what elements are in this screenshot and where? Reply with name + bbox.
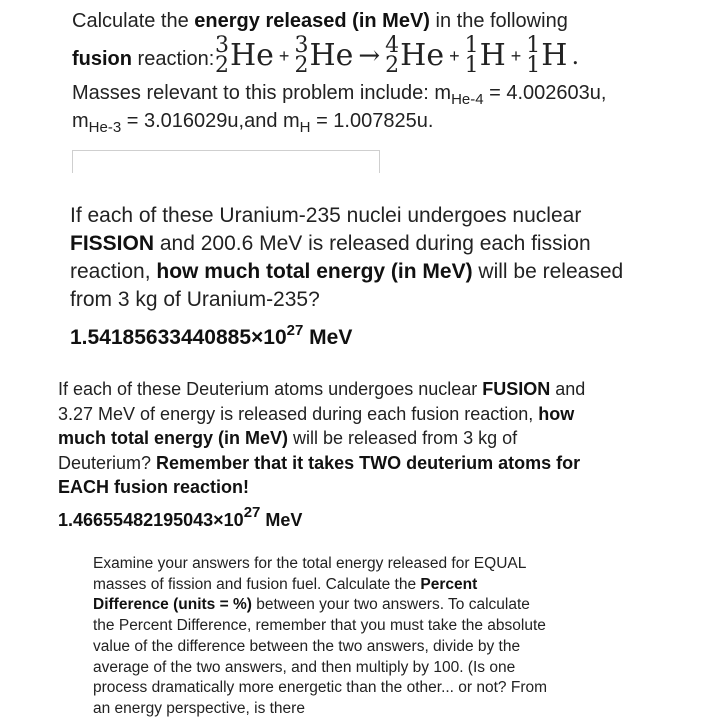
answer-unit: MeV — [260, 509, 303, 530]
q4-text: Examine your answers for the total energy released for EQUAL masses of fission and fusion fuel. Calculate the — [93, 555, 526, 593]
fusion-equation — [214, 32, 579, 80]
subscript: H — [299, 119, 311, 136]
atomic-number: 1 — [526, 53, 541, 78]
subscript: He-3 — [88, 119, 122, 136]
answer-mantissa: 1.46655482195043×10 — [58, 509, 244, 530]
element-symbol: H — [479, 38, 506, 73]
q1-text: m — [72, 110, 89, 132]
mass-number: 4 — [385, 33, 400, 58]
q1-text: = 1.007825u. — [310, 110, 434, 132]
nuclide-h1-b — [526, 33, 568, 78]
q3-text: If each of these Deuterium atoms undergoes nuclear — [58, 379, 483, 399]
q3-bold-reminder: Remember that it takes TWO deuterium atoms for EACH fusion reaction! — [58, 452, 581, 498]
q2-bold-text: how much total energy (in MeV) — [156, 260, 473, 283]
nuclide-he4 — [385, 33, 445, 78]
answer-input-box[interactable] — [72, 150, 380, 173]
subscript: He-4 — [451, 91, 484, 108]
answer-exponent: 27 — [243, 503, 261, 521]
q2-text: and 200.6 MeV is released during each fission reaction, — [70, 232, 591, 283]
atomic-number: 2 — [294, 53, 309, 78]
q1-bold-fusion: fusion — [72, 48, 132, 70]
q1-line2 — [72, 33, 712, 80]
question-percent-difference — [93, 554, 553, 720]
fission-answer — [70, 324, 650, 352]
q3-bold-text: how much total energy (in MeV) — [58, 403, 575, 449]
q1-bold-text: energy released (in MeV) — [194, 10, 430, 32]
plus-sign: + — [449, 46, 460, 66]
plus-sign: + — [510, 46, 522, 66]
q1-line4 — [72, 108, 712, 136]
q1-text: in the following — [429, 10, 568, 32]
q2-text: will be released from 3 kg of Uranium-235? — [70, 260, 624, 311]
mass-number: 1 — [526, 33, 541, 58]
element-symbol: He — [309, 38, 354, 73]
atomic-number: 1 — [464, 53, 479, 78]
mass-number: 3 — [215, 33, 229, 58]
plus-sign: + — [278, 46, 290, 66]
answer-mantissa: 1.54185633440885×10 — [70, 326, 287, 349]
atomic-number: 2 — [215, 53, 229, 78]
q3-bold-fusion: FUSION — [482, 379, 551, 399]
equation-period: . — [571, 42, 580, 70]
question-fusion-total-energy — [58, 377, 598, 533]
q1-text: = 4.002603u, — [483, 82, 607, 104]
element-symbol: H — [541, 38, 568, 73]
answer-exponent: 27 — [286, 322, 304, 339]
q1-line3 — [72, 80, 712, 108]
element-symbol: He — [230, 38, 274, 73]
q4-text: between your two answers. To calculate the Percent Difference, remember that you must take the absolute value of the difference between the two answers, divide by the average of the two answers, and then multiply by 100. (Is one process dramatically more energetic than the other... or not? From an energy perspective, is there — [93, 596, 548, 717]
nuclide-he3-b — [294, 33, 354, 78]
q4-bold-text: Percent Difference (units = %) — [93, 575, 478, 614]
q2-text: If each of these Uranium-235 nuclei undergoes nuclear — [70, 204, 582, 227]
nuclide-he3-a — [215, 33, 274, 78]
mass-number: 3 — [294, 33, 309, 58]
fusion-answer — [58, 503, 598, 533]
q2-bold-fission: FISSION — [70, 232, 155, 255]
answer-unit: MeV — [303, 326, 353, 349]
element-symbol: He — [400, 38, 445, 73]
mass-number: 1 — [464, 33, 479, 58]
question-fusion-energy — [72, 8, 712, 136]
atomic-number: 2 — [385, 53, 400, 78]
q1-text: Masses relevant to this problem include: m — [72, 82, 452, 104]
nuclide-h1-a — [464, 33, 506, 78]
q1-text: = 3.016029u,and m — [121, 110, 300, 132]
q3-text: will be released from 3 kg of Deuterium? — [58, 428, 518, 473]
question-fission-total-energy — [70, 202, 650, 352]
q3-text: and 3.27 MeV of energy is released during each fusion reaction, — [58, 379, 586, 424]
reaction-arrow-icon: → — [358, 41, 381, 71]
q1-text: Calculate the — [72, 10, 195, 32]
q1-text: reaction: — [132, 48, 215, 70]
